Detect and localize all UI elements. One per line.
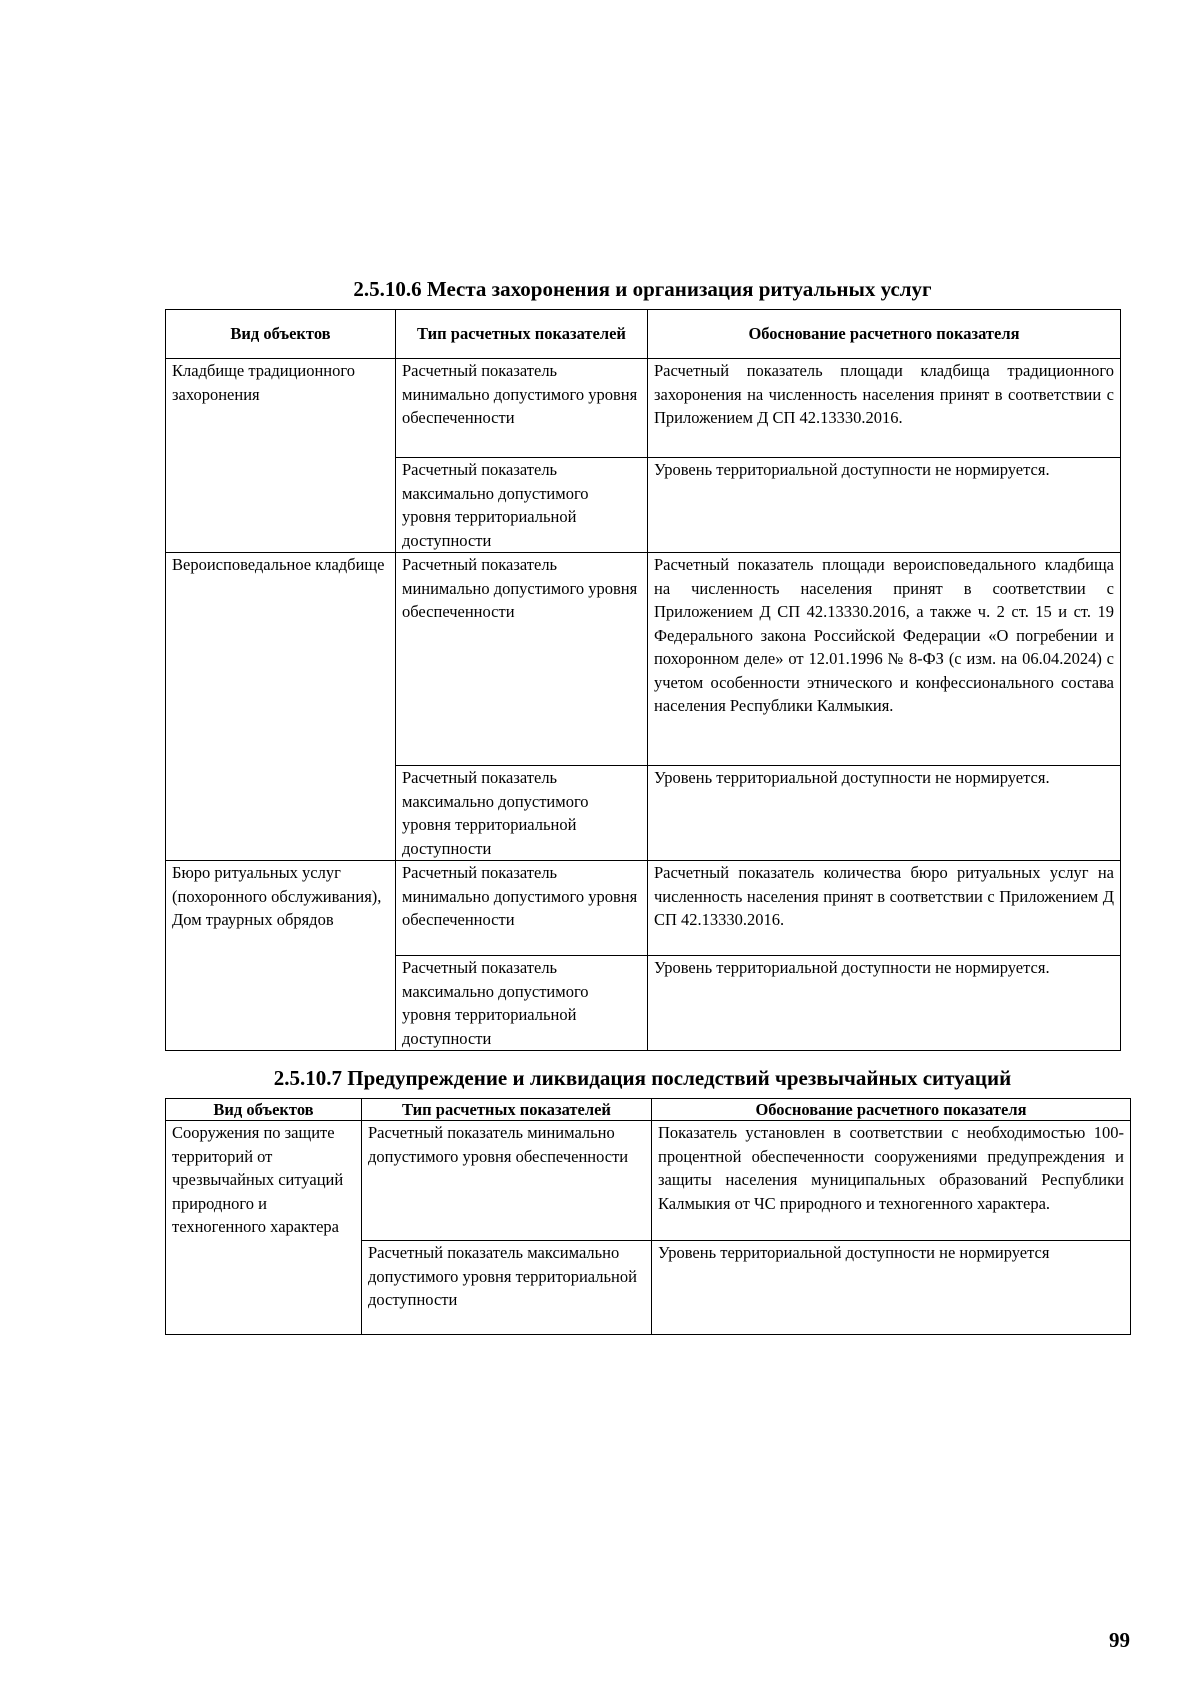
basis-cell: Расчетный показатель площади кладбища традиционного захоронения на численность населения принят в соответствии с Приложением Д СП 42.13330.2016. [648, 359, 1121, 458]
indicator-cell: Расчетный показатель минимально допустимого уровня обеспеченности [396, 359, 648, 458]
indicator-cell: Расчетный показатель минимально допустимого уровня обеспеченности [396, 553, 648, 766]
burial-places-table [165, 309, 1121, 1051]
basis-cell: Уровень территориальной доступности не нормируется. [648, 956, 1121, 1051]
table-row [166, 553, 1121, 766]
basis-cell: Уровень территориальной доступности не нормируется. [648, 458, 1121, 553]
table-header-row [166, 310, 1121, 359]
indicator-cell: Расчетный показатель максимально допустимого уровня территориальной доступности [396, 458, 648, 553]
column-header-basis: Обоснование расчетного показателя [648, 310, 1121, 359]
column-header-basis: Обоснование расчетного показателя [652, 1099, 1131, 1121]
column-header-object-type: Вид объектов [166, 1099, 362, 1121]
basis-cell: Показатель установлен в соответствии с необходимостью 100-процентной обеспеченности сооружениями предупреждения и защиты населения муниципальных образований Республики Калмыкия от ЧС природного и техногенного характера. [652, 1121, 1131, 1241]
basis-cell: Расчетный показатель площади вероисповедального кладбища на численность населения принят в соответствии с Приложением Д СП 42.13330.2016, а также ч. 2 ст. 15 и ст. 19 Федерального закона Российской Федерации «О погребении и похоронном деле» от 12.01.1996 № 8-ФЗ (с изм. на 06.04.2024) с учетом особенности этнического и конфессионального состава населения Республики Калмыкия. [648, 553, 1121, 766]
basis-cell: Уровень территориальной доступности не нормируется [652, 1241, 1131, 1335]
table-row [166, 861, 1121, 956]
table-row [166, 1121, 1131, 1241]
section-title: 2.5.10.6 Места захоронения и организация ритуальных услуг [353, 277, 932, 301]
emergency-prevention-table [165, 1098, 1131, 1335]
column-header-object-type: Вид объектов [166, 310, 396, 359]
page-number: 99 [1109, 1628, 1130, 1652]
table-row [166, 359, 1121, 458]
indicator-cell: Расчетный показатель минимально допустимого уровня обеспеченности [396, 861, 648, 956]
column-header-indicator-type: Тип расчетных показателей [362, 1099, 652, 1121]
basis-cell: Уровень территориальной доступности не нормируется. [648, 766, 1121, 861]
indicator-cell: Расчетный показатель максимально допустимого уровня территориальной доступности [362, 1241, 652, 1335]
indicator-cell: Расчетный показатель максимально допустимого уровня территориальной доступности [396, 766, 648, 861]
section-title: 2.5.10.7 Предупреждение и ликвидация последствий чрезвычайных ситуаций [273, 1066, 1012, 1090]
table-header-row [166, 1099, 1131, 1121]
indicator-cell: Расчетный показатель максимально допустимого уровня территориальной доступности [396, 956, 648, 1051]
column-header-indicator-type: Тип расчетных показателей [396, 310, 648, 359]
object-cell: Вероисповедальное кладбище [166, 553, 396, 861]
object-cell: Бюро ритуальных услуг (похоронного обслуживания), Дом траурных обрядов [166, 861, 396, 1051]
object-cell: Сооружения по защите территорий от чрезвычайных ситуаций природного и техногенного характера [166, 1121, 362, 1335]
indicator-cell: Расчетный показатель минимально допустимого уровня обеспеченности [362, 1121, 652, 1241]
object-cell: Кладбище традиционного захоронения [166, 359, 396, 553]
basis-cell: Расчетный показатель количества бюро ритуальных услуг на численность населения принят в соответствии с Приложением Д СП 42.13330.2016. [648, 861, 1121, 956]
